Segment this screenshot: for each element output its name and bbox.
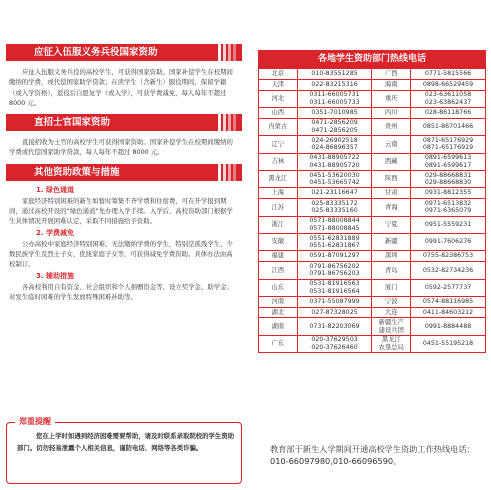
phone-cell: 021-23116647	[297, 188, 372, 199]
phone-cell: 020-37629503 020-37626460	[297, 335, 372, 352]
region-cell: 广东	[259, 335, 298, 352]
phone-cell: 027-87328025	[297, 307, 372, 318]
region-cell: 山东	[259, 279, 298, 296]
phone-cell: 0451-55195218	[411, 335, 486, 352]
region-cell: 安徽	[259, 233, 298, 250]
region-cell: 浙江	[259, 216, 298, 233]
table-row	[259, 136, 486, 153]
region-cell: 吉林	[259, 153, 298, 170]
reminder-text: 您在上学时如遇到经济困难需要帮助，请及时联系录取院校的学生资助部门。切勿轻易泄露个人相关信息，谨防电话、网络等各类诈骗。	[17, 432, 235, 452]
subsection-text-auxiliary: 各高校利用自有资金、社会组织和个人捐赠资金等，设立奖学金、助学金；对发生临时困难的学生发放特殊困难补助等。	[9, 282, 233, 301]
phone-cell: 023-63611058 023-63862437	[411, 90, 486, 107]
region-cell: 四川	[372, 107, 411, 118]
phone-cell: 0951-5559231	[411, 216, 486, 233]
table-row	[259, 199, 486, 216]
section-text-military: 应征入伍服义务兵役的高校学生，可获得国家资助。国家补偿学生在校期间缴纳的学费，或代偿国家助学贷款；在读学生（含新生）服役期间，保留学籍（或入学资格），退役后自愿复学（或入学），可获学费减免，每人每年不超过 8000 元。	[9, 68, 233, 107]
region-cell: 重庆	[372, 90, 411, 107]
phone-cell: 0891-6599613 0891-6599617	[411, 153, 486, 170]
table-row	[259, 170, 486, 187]
subsection-title-auxiliary: 3. 辅助措施	[36, 271, 74, 280]
table-row	[259, 216, 486, 233]
stripe-decoration	[218, 114, 236, 131]
subsection-text-green-channel: 家庭经济特别困难的新生如暂时筹集不齐学费和住宿费，可在开学报到期间，通过高校开设的“绿色通道”先办理入学手续。入学后，高校资助部门根据学生具体情况开展困难认定，采取不同措施给予资助。	[9, 196, 233, 226]
hotline-title: 各地学生资助部门热线电话	[258, 50, 486, 68]
phone-cell: 0591-87091297	[297, 251, 372, 262]
table-row	[259, 307, 486, 318]
table-row	[259, 318, 486, 335]
phone-cell: 0731-82203069	[297, 318, 372, 335]
phone-cell: 0551-62831889 0551-62831867	[297, 233, 372, 250]
region-cell: 辽宁	[259, 136, 298, 153]
table-row	[259, 153, 486, 170]
phone-cell: 029-88668831 029-88668830	[411, 170, 486, 187]
stripe-decoration	[218, 164, 236, 181]
phone-cell: 0871-65176929 0871-65176919	[411, 136, 486, 153]
phone-cell: 0791-86756202 0791-86756203	[297, 262, 372, 279]
phone-cell: 0851-86701466	[411, 118, 486, 135]
region-cell: 北京	[259, 69, 298, 80]
phone-cell: 025-83335172 025-83335160	[297, 199, 372, 216]
region-cell: 陕西	[372, 170, 411, 187]
table-row	[259, 335, 486, 352]
region-cell: 深圳	[372, 251, 411, 262]
phone-cell: 024-26902518 024-86896357	[297, 136, 372, 153]
region-cell: 黑龙江 农垦总局	[372, 335, 411, 352]
region-cell: 上海	[259, 188, 298, 199]
phone-cell: 0574-88116985	[411, 296, 486, 307]
region-cell: 湖北	[259, 307, 298, 318]
phone-cell: 0592-2577737	[411, 279, 486, 296]
region-cell: 新疆生产 建设兵团	[372, 318, 411, 335]
table-row	[259, 251, 486, 262]
subsection-title-green-channel: 1. 绿色通道	[36, 185, 74, 194]
region-cell: 甘肃	[372, 188, 411, 199]
section-header-military	[6, 44, 242, 61]
phone-cell: 0971-6513832 0971-6365079	[411, 199, 486, 216]
region-cell: 大连	[372, 307, 411, 318]
reminder-box	[6, 417, 242, 484]
region-cell: 厦门	[372, 279, 411, 296]
phone-cell: 0371-55087999	[297, 296, 372, 307]
table-row	[259, 118, 486, 135]
region-cell: 河南	[259, 296, 298, 307]
reminder-label: 郑重提醒	[15, 417, 55, 427]
phone-cell: 0351-7010985	[297, 107, 372, 118]
table-row	[259, 79, 486, 90]
phone-cell: 0898-66529459	[411, 79, 486, 90]
phone-cell: 0431-88905722 0431-88905720	[297, 153, 372, 170]
phone-cell: 0931-8812355	[411, 188, 486, 199]
region-cell: 青岛	[372, 262, 411, 279]
table-row	[259, 296, 486, 307]
phone-cell: 0571-88008844 0571-88008845	[297, 216, 372, 233]
region-cell: 湖南	[259, 318, 298, 335]
hotline-table	[258, 68, 486, 353]
subsection-text-tuition-waiver: 公办高校中家庭经济特别困难、无法缴纳学费的学生，特别是孤残学生、少数民族学生及烈士子女、优抚家庭子女等，可获得减免学费资助。具体办法由高校制订。	[9, 239, 233, 269]
phone-cell: 022-83215316	[297, 79, 372, 90]
phone-cell: 0451-53620030 0451-53665742	[297, 170, 372, 187]
table-row	[259, 262, 486, 279]
phone-cell: 0531-81916563 0531-81916564	[297, 279, 372, 296]
region-cell: 广西	[372, 69, 411, 80]
table-row	[259, 107, 486, 118]
table-row	[259, 69, 486, 80]
section-title-officer: 直招士官国家资助	[34, 117, 111, 129]
region-cell: 宁夏	[372, 216, 411, 233]
footer-note: 教育部于新生入学期间开通高校学生资助工作热线电话：010-66097980,010-66096590。	[270, 444, 475, 466]
region-cell: 宁波	[372, 296, 411, 307]
phone-cell: 0755-82386753	[411, 251, 486, 262]
stripe-decoration	[218, 44, 236, 61]
section-text-officer: 直接招收为士官的高校学生可获得国家资助。国家补偿学生在校期间缴纳的学费或代偿国家助学贷款，每人每年不超过 8000 元。	[9, 138, 233, 157]
region-cell: 新疆	[372, 233, 411, 250]
region-cell: 贵州	[372, 118, 411, 135]
phone-cell: 0311-66005731 0311-66005733	[297, 90, 372, 107]
region-cell: 云南	[372, 136, 411, 153]
region-cell: 西藏	[372, 153, 411, 170]
region-cell: 天津	[259, 79, 298, 90]
hotline-panel	[258, 50, 486, 353]
section-title-other: 其他资助政策与措施	[34, 166, 120, 178]
phone-cell: 0471-2856209 0471-2856205	[297, 118, 372, 135]
region-cell: 山西	[259, 107, 298, 118]
region-cell: 海南	[372, 79, 411, 90]
table-row	[259, 188, 486, 199]
region-cell: 江西	[259, 262, 298, 279]
table-row	[259, 279, 486, 296]
phone-cell: 0411-84603212	[411, 307, 486, 318]
phone-cell: 028-86118766	[411, 107, 486, 118]
section-header-other	[6, 164, 242, 181]
region-cell: 江苏	[259, 199, 298, 216]
region-cell: 福建	[259, 251, 298, 262]
region-cell: 黑龙江	[259, 170, 298, 187]
region-cell: 内蒙古	[259, 118, 298, 135]
section-title-military: 应征入伍服义务兵役国家资助	[34, 47, 158, 58]
phone-cell: 0991-7606276	[411, 233, 486, 250]
table-row	[259, 90, 486, 107]
phone-cell: 0991-8884488	[411, 318, 486, 335]
left-column	[6, 44, 242, 302]
subsection-title-tuition-waiver: 2. 学费减免	[36, 228, 74, 237]
phone-cell: 0532-82734236	[411, 262, 486, 279]
phone-cell: 010-83551285	[297, 69, 372, 80]
phone-cell: 0771-5815566	[411, 69, 486, 80]
table-row	[259, 233, 486, 250]
region-cell: 青海	[372, 199, 411, 216]
region-cell: 河北	[259, 90, 298, 107]
section-header-officer	[6, 114, 242, 131]
